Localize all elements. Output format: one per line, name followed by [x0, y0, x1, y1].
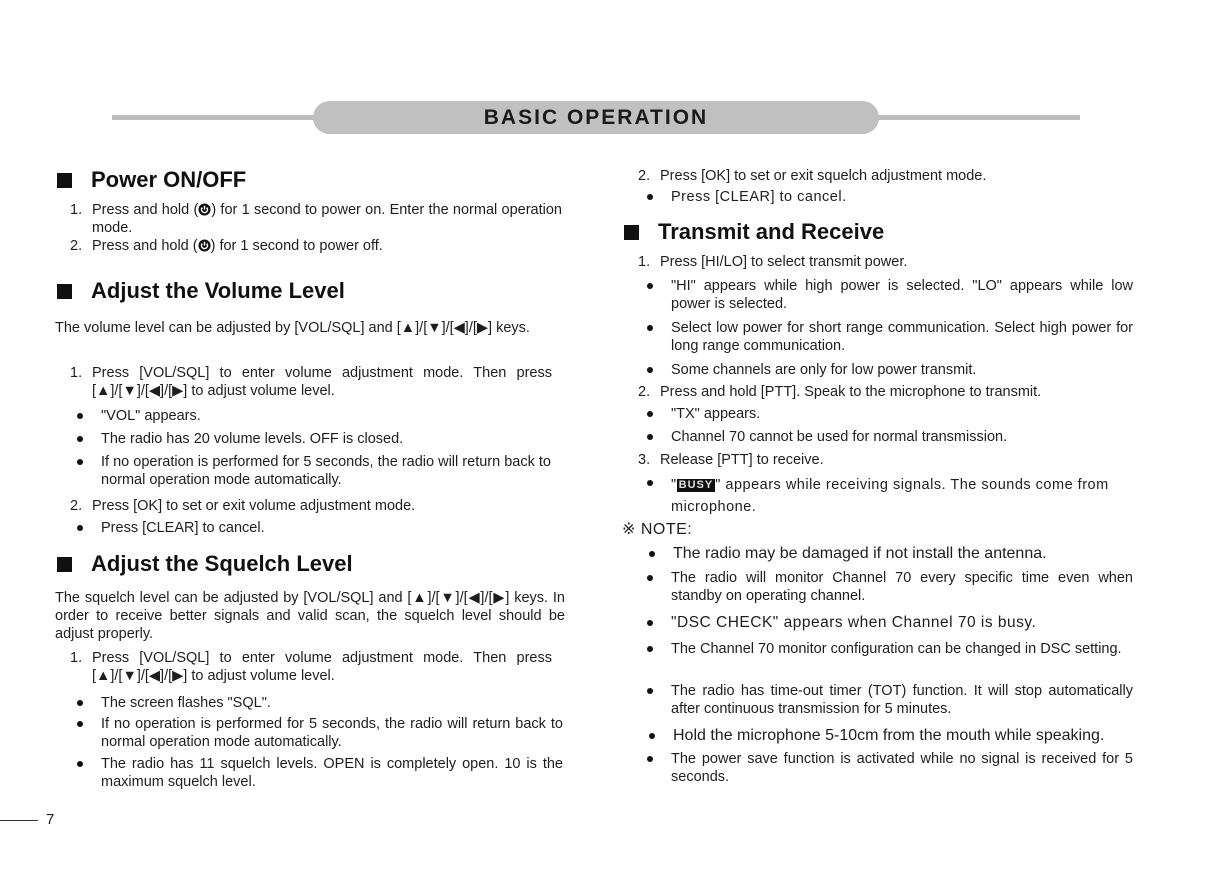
note-title: ※ NOTE:	[622, 521, 693, 538]
step-number: 1.	[638, 254, 651, 270]
bullet-dot-icon	[649, 551, 655, 557]
step-number: 2.	[638, 168, 651, 184]
step-text: Press [OK] to set or exit squelch adjustment mode.	[660, 168, 987, 184]
power-icon	[198, 203, 211, 216]
step-number: 1.	[70, 650, 83, 666]
squelch-intro: The squelch level can be adjusted by [VOL/SQL] and [▲]/[▼]/[◀]/[▶] keys. In order to receive better signals and valid scan, the squelch level should be adjust properly.	[55, 590, 565, 642]
square-bullet-icon	[57, 284, 72, 299]
bullet-text: "	[671, 477, 677, 493]
bullet-dot-icon	[647, 480, 653, 486]
note-item: The radio may be damaged if not install the antenna.	[673, 545, 1133, 563]
note-item: The radio has time-out timer (TOT) function. It will stop automatically after continuous transmission for 5 minutes.	[671, 682, 1133, 718]
step-text: Press [VOL/SQL] to enter volume adjustment mode. Then press [▲]/[▼]/[◀]/[▶] to adjust volume level.	[92, 650, 552, 684]
heading-power	[55, 167, 246, 193]
power-step-2	[70, 237, 562, 255]
note-item: The radio will monitor Channel 70 every specific time even when standby on operating channel.	[671, 569, 1133, 605]
transmit-bullet: Channel 70 cannot be used for normal transmission.	[671, 428, 1133, 446]
heading-text: Transmit and Receive	[658, 219, 885, 244]
banner-rule-right	[870, 115, 1080, 120]
power-icon	[198, 239, 211, 252]
note-item: "DSC CHECK" appears when Channel 70 is busy.	[671, 614, 1133, 632]
step-text: ) for 1 second to power off.	[210, 238, 383, 254]
bullet-dot-icon	[647, 688, 653, 694]
bullet-dot-icon	[647, 756, 653, 762]
bullet-dot-icon	[647, 575, 653, 581]
step-number: 2.	[638, 384, 651, 400]
page-number-rule	[0, 820, 38, 821]
transmit-bullet: "HI" appears while high power is selected. "LO" appears while low power is selected.	[671, 277, 1133, 313]
page-number: 7	[46, 811, 55, 828]
transmit-bullet-busy	[671, 474, 1131, 518]
bullet-dot-icon	[77, 459, 83, 465]
transmit-bullet: Some channels are only for low power transmit.	[671, 361, 1133, 379]
square-bullet-icon	[624, 225, 639, 240]
step-text: Press [HI/LO] to select transmit power.	[660, 254, 908, 270]
volume-intro: The volume level can be adjusted by [VOL/SQL] and [▲]/[▼]/[◀]/[▶] keys.	[55, 320, 530, 336]
note-item: Hold the microphone 5-10cm from the mouth while speaking.	[673, 727, 1135, 745]
step-text: Press and hold (	[92, 238, 198, 254]
bullet-dot-icon	[647, 434, 653, 440]
heading-text: Adjust the Volume Level	[91, 278, 345, 303]
bullet-dot-icon	[77, 761, 83, 767]
step-text: Release [PTT] to receive.	[660, 452, 824, 468]
bullet-dot-icon	[647, 646, 653, 652]
step-text: Press [OK] to set or exit volume adjustment mode.	[92, 498, 416, 514]
bullet-dot-icon	[647, 367, 653, 373]
step-text: ) for 1 second to power on. Enter the normal operation mode.	[92, 202, 562, 236]
bullet-dot-icon	[77, 525, 83, 531]
squelch-bullet: If no operation is performed for 5 seconds, the radio will return back to normal operation mode automatically.	[101, 715, 563, 751]
volume-bullet: If no operation is performed for 5 seconds, the radio will return back to normal operation mode automatically.	[101, 453, 551, 489]
step-text: Press [VOL/SQL] to enter volume adjustment mode. Then press [▲]/[▼]/[◀]/[▶] to adjust volume level.	[92, 365, 552, 399]
step-number: 2.	[70, 238, 83, 254]
volume-bullet: Press [CLEAR] to cancel.	[101, 519, 551, 537]
volume-bullet: "VOL" appears.	[101, 407, 551, 425]
bullet-dot-icon	[647, 194, 653, 200]
transmit-step-3	[638, 451, 1130, 469]
step-number: 1.	[70, 365, 83, 381]
section-banner: BASIC OPERATION	[313, 101, 879, 134]
bullet-dot-icon	[77, 436, 83, 442]
heading-volume	[55, 278, 345, 304]
step-number: 2.	[70, 498, 83, 514]
bullet-dot-icon	[647, 325, 653, 331]
note-item: The Channel 70 monitor configuration can be changed in DSC setting.	[671, 640, 1133, 658]
heading-squelch	[55, 551, 353, 577]
squelch-step-1	[70, 649, 552, 685]
bullet-dot-icon	[647, 283, 653, 289]
step-text: Press and hold (	[92, 202, 199, 218]
step-number: 3.	[638, 452, 651, 468]
squelch-bullet: The radio has 11 squelch levels. OPEN is completely open. 10 is the maximum squelch level.	[101, 755, 563, 791]
square-bullet-icon	[57, 557, 72, 572]
bullet-dot-icon	[77, 700, 83, 706]
step-text: Press and hold [PTT]. Speak to the microphone to transmit.	[660, 384, 1042, 400]
transmit-bullet: "TX" appears.	[671, 405, 1133, 423]
transmit-step-1	[638, 253, 1130, 271]
heading-text: Adjust the Squelch Level	[91, 551, 353, 576]
bullet-dot-icon	[77, 721, 83, 727]
bullet-dot-icon	[647, 411, 653, 417]
power-step-1	[70, 201, 562, 237]
heading-transmit	[622, 219, 884, 245]
volume-step-2	[70, 497, 552, 515]
bullet-text: " appears while receiving signals. The sounds come from microphone.	[671, 477, 1109, 515]
step-number: 1.	[70, 202, 83, 218]
transmit-bullet: Select low power for short range communication. Select high power for long range communication.	[671, 319, 1133, 355]
bullet-dot-icon	[77, 413, 83, 419]
squelch-bullet: Press [CLEAR] to cancel.	[671, 188, 1131, 206]
volume-step-1	[70, 364, 552, 400]
busy-indicator: BUSY	[678, 479, 714, 491]
banner-rule-left	[112, 115, 322, 120]
volume-bullet: The radio has 20 volume levels. OFF is closed.	[101, 430, 551, 448]
note-item: The power save function is activated while no signal is received for 5 seconds.	[671, 750, 1133, 786]
squelch-step-2	[638, 167, 1130, 185]
squelch-bullet: The screen flashes "SQL".	[101, 694, 563, 712]
heading-text: Power ON/OFF	[91, 167, 247, 192]
bullet-dot-icon	[647, 620, 653, 626]
square-bullet-icon	[57, 173, 72, 188]
bullet-dot-icon	[649, 733, 655, 739]
transmit-step-2	[638, 383, 1130, 401]
